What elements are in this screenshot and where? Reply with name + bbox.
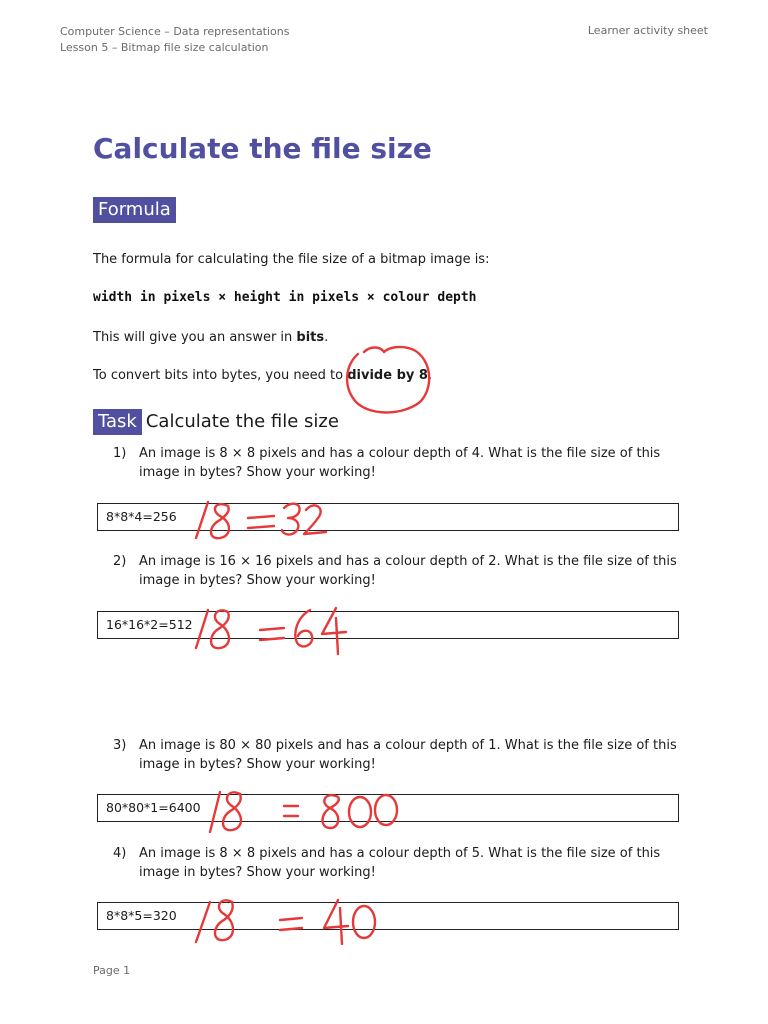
bits-note-bold: bits <box>296 330 325 345</box>
question-text: An image is 8 × 8 pixels and has a colour depth of 4. What is the file size of this image in bytes? Show your working! <box>139 446 661 480</box>
question-text: An image is 16 × 16 pixels and has a colour depth of 2. What is the file size of this image in bytes? Show your working! <box>139 554 677 588</box>
question-text: An image is 80 × 80 pixels and has a colour depth of 1. What is the file size of this image in bytes? Show your working! <box>139 738 677 772</box>
question-number: 2) <box>113 554 127 569</box>
formula-section-label <box>93 197 176 223</box>
answer-text: 8*8*5=320 <box>106 908 177 923</box>
question-number: 3) <box>113 738 127 753</box>
answer-box-3[interactable] <box>97 794 679 822</box>
task-heading <box>93 409 339 435</box>
convert-note <box>93 368 432 383</box>
answer-box-2[interactable] <box>97 611 679 639</box>
question-number: 1) <box>113 446 127 461</box>
answer-text: 80*80*1=6400 <box>106 800 201 815</box>
convert-note-bold: divide by 8 <box>347 368 428 383</box>
page-title: Calculate the file size <box>93 132 432 165</box>
answer-box-4[interactable] <box>97 902 679 930</box>
lesson-line: Lesson 5 – Bitmap file size calculation <box>60 41 269 54</box>
sheet-type: Learner activity sheet <box>587 24 708 37</box>
subject-line: Computer Science – Data representations <box>60 25 290 38</box>
formula-intro: The formula for calculating the file size of a bitmap image is: <box>93 252 490 267</box>
bits-note-prefix: This will give you an answer in <box>93 330 297 345</box>
task-title: Calculate the file size <box>145 411 339 432</box>
question-number: 4) <box>113 846 127 861</box>
document-header <box>60 24 289 56</box>
answer-text: 8*8*4=256 <box>106 509 177 524</box>
question-2 <box>113 552 703 590</box>
question-4 <box>113 844 703 882</box>
task-label: Task <box>93 409 142 435</box>
formula-text: width in pixels × height in pixels × colour depth <box>93 290 477 305</box>
convert-note-suffix: . <box>427 368 433 383</box>
question-text: An image is 8 × 8 pixels and has a colour depth of 5. What is the file size of this image in bytes? Show your working! <box>139 846 661 880</box>
question-1 <box>113 444 703 482</box>
bits-note <box>93 330 328 345</box>
bits-note-suffix: . <box>324 330 329 345</box>
answer-text: 16*16*2=512 <box>106 617 193 632</box>
convert-note-prefix: To convert bits into bytes, you need to <box>93 368 348 383</box>
formula-label: Formula <box>93 197 176 223</box>
question-3 <box>113 736 703 774</box>
page-number: Page 1 <box>93 964 131 977</box>
answer-box-1[interactable] <box>97 503 679 531</box>
